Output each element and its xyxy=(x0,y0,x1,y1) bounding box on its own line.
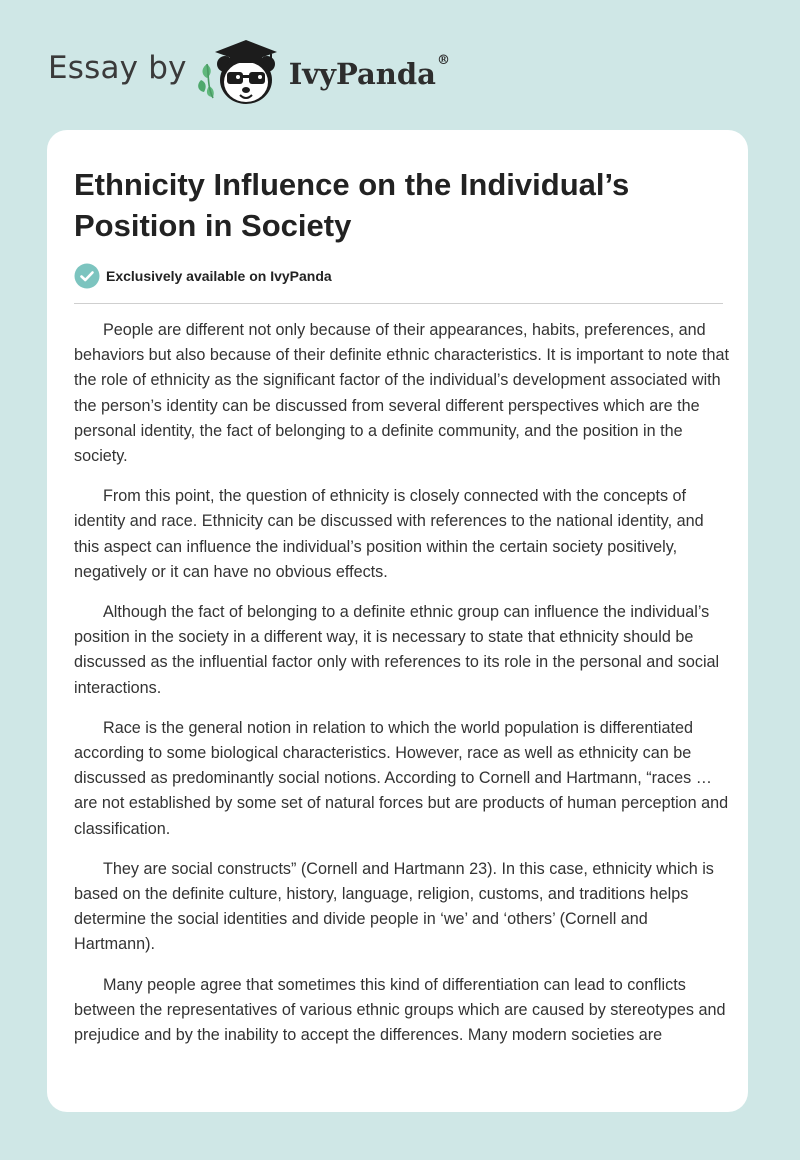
brand-prefix: Essay by xyxy=(48,50,187,86)
divider xyxy=(74,303,723,304)
paragraph: Many people agree that sometimes this kind of differentiation can lead to conflicts between the representatives of various ethnic groups which are caused by stereotypes and prejudice and by the inability to accept the differences. Many modern societies are xyxy=(74,975,726,1045)
brand-name xyxy=(288,53,450,91)
brand-name-text: IvyPanda xyxy=(288,57,436,91)
registered-mark: ® xyxy=(436,53,450,68)
paragraph: From this point, the question of ethnicity is closely connected with the concepts of identity and race. Ethnicity can be discussed with references to the national identity, and this aspect can influence the individual’s position within the certain society positively, negatively or it can have no obvious effects. xyxy=(74,487,704,581)
paragraph: Although the fact of belonging to a definite ethnic group can influence the individual’s position in the society in a different way, it is necessary to state that ethnicity should be discussed as the influential factor only with references to its role in the personal and social interactions. xyxy=(74,603,720,697)
panda-logo-icon xyxy=(195,34,287,110)
paragraph: They are social constructs” (Cornell and Hartmann 23). In this case, ethnicity which is based on the definite culture, history, language, religion, customs, and traditions helps determine the social identities and divide people in ‘we’ and ‘others’ (Cornell and Hartmann). xyxy=(74,859,714,954)
exclusive-badge xyxy=(74,263,332,289)
essay-title: Ethnicity Influence on the Individual’s Position in Society xyxy=(74,167,630,243)
paragraph: People are different not only because of their appearances, habits, preferences, and behaviors but also because of their definite ethnic characteristics. It is important to note that the role of ethnicity as the significant factor of the individual’s development associated with the person’s identity can be discussed from several different perspectives which are the personal identity, the fact of belonging to a definite community, and the position in the society. xyxy=(74,321,730,466)
paragraph: Race is the general notion in relation to which the world population is differentiated according to some biological characteristics. However, race as well as ethnicity can be discussed as predominantly social notions. According to Cornell and Hartmann, “races … are not established by some set of natural forces but are products of human perception and classification. xyxy=(74,718,729,838)
check-circle-icon xyxy=(74,263,100,289)
exclusive-badge-text: Exclusively available on IvyPanda xyxy=(106,268,332,284)
essay-body xyxy=(74,318,730,1063)
brand-header[interactable] xyxy=(48,34,450,110)
essay-card xyxy=(47,130,748,1112)
